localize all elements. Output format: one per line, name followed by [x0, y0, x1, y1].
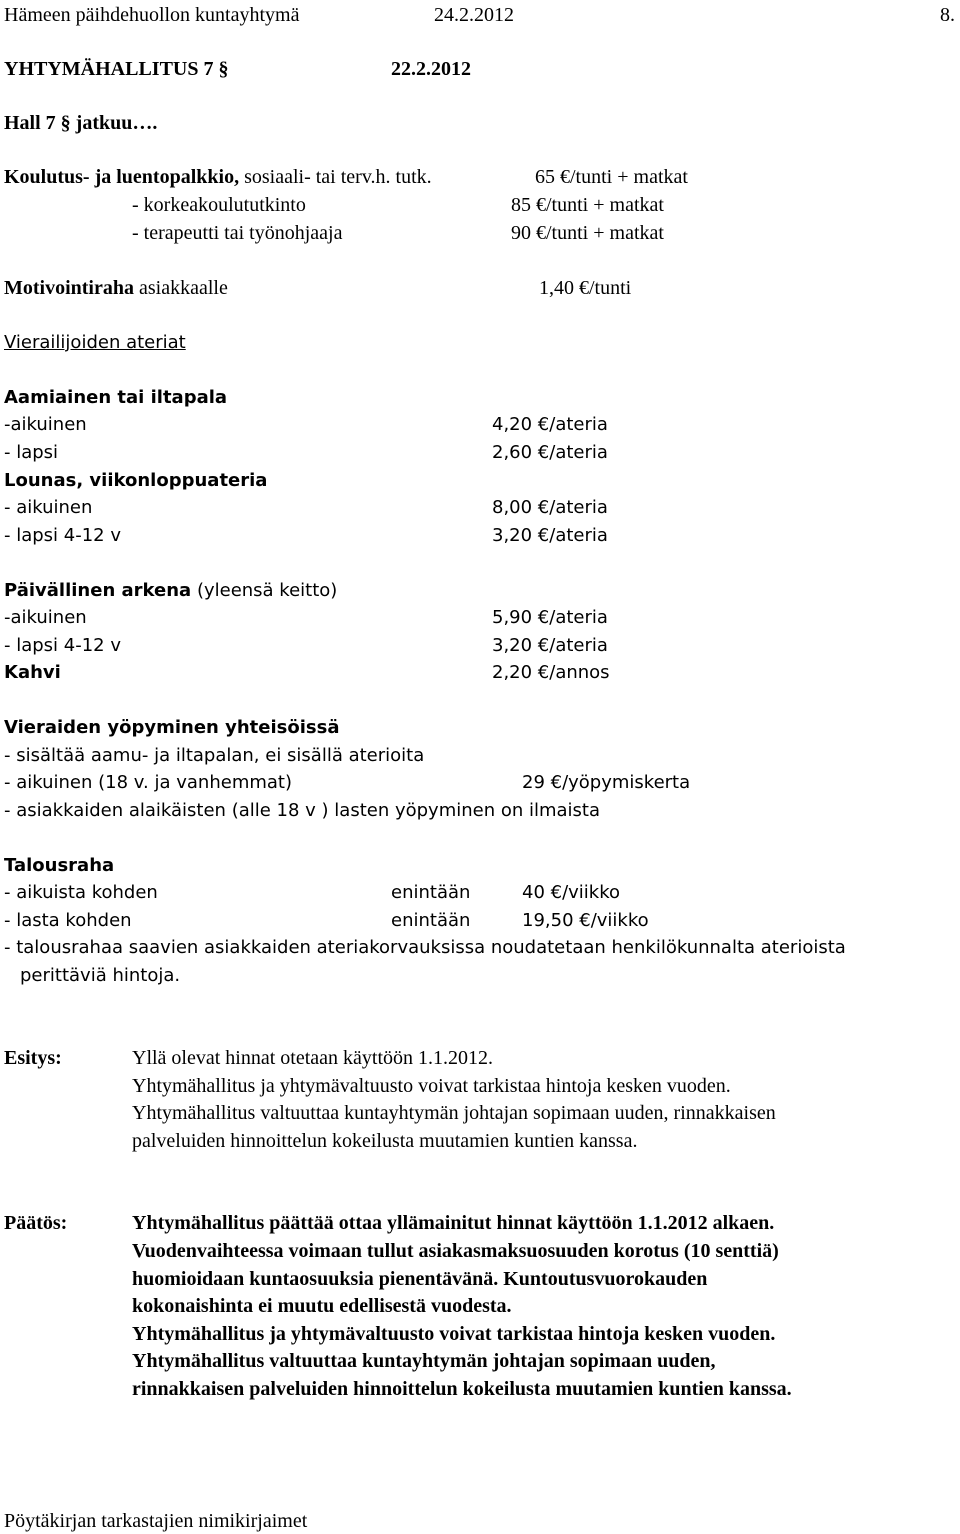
proposal-line: Yllä olevat hinnat otetaan käyttöön 1.1.2012. [132, 1047, 494, 1069]
motivation-rest: asiakkaalle [139, 277, 228, 299]
allowance-adult-price: 40 €/viikko [522, 882, 621, 903]
decision-line: kokonaishinta ei muutu edellisestä vuodesta. [132, 1295, 512, 1317]
decision-line: Yhtymähallitus päättää ottaa yllämainitut hinnat käyttöön 1.1.2012 alkaen. [132, 1212, 775, 1234]
dinner-row [4, 580, 337, 602]
proposal-line: palveluiden hinnoittelun kokeilusta muutamien kuntien kanssa. [132, 1130, 638, 1152]
lecture-fee-label: Koulutus- ja luentopalkkio, [4, 166, 240, 188]
proposal-line: Yhtymähallitus valtuuttaa kuntayhtymän johtajan sopimaan uuden, rinnakkaisen [132, 1102, 776, 1124]
decision-line: Yhtymähallitus ja yhtymävaltuusto voivat tarkistaa hintoja kesken vuoden. [132, 1323, 776, 1345]
decision-line: Yhtymähallitus valtuuttaa kuntayhtymän johtajan sopimaan uuden, [132, 1350, 716, 1372]
allowance-heading: Talousraha [4, 855, 115, 876]
breakfast-child-price: 2,60 €/ateria [492, 442, 608, 463]
degree-fee-price: 85 €/tunti + matkat [511, 194, 664, 216]
allowance-note-1: - talousrahaa saavien asiakkaiden ateriakorvauksissa noudatetaan henkilökunnalta aterioista [4, 937, 846, 958]
allowance-adult-label: - aikuista kohden [4, 882, 158, 903]
dinner-adult-label: -aikuinen [4, 607, 87, 628]
proposal-label: Esitys: [4, 1047, 62, 1069]
overnight-price: 29 €/yöpymiskerta [522, 772, 691, 793]
allowance-child-label: - lasta kohden [4, 910, 132, 931]
lunch-child-price: 3,20 €/ateria [492, 525, 608, 546]
allowance-note-2: perittäviä hintoja. [20, 965, 181, 986]
organization-name: Hämeen päihdehuollon kuntayhtymä [4, 4, 300, 26]
meals-heading: Vierailijoiden ateriat [4, 332, 186, 353]
continuation-title: Hall 7 § jatkuu…. [4, 112, 158, 134]
dinner-heading: Päivällinen arkena [4, 580, 192, 601]
lecture-fee-rest: sosiaali- tai terv.h. tutk. [244, 166, 432, 188]
proposal-line: Yhtymähallitus ja yhtymävaltuusto voivat tarkistaa hintoja kesken vuoden. [132, 1075, 731, 1097]
decision-line: rinnakkaisen palveluiden hinnoittelun kokeilusta muutamien kuntien kanssa. [132, 1378, 792, 1400]
decision-label: Päätös: [4, 1212, 68, 1234]
breakfast-adult-label: -aikuinen [4, 414, 87, 435]
page-number: 8. [940, 4, 955, 26]
overnight-heading: Vieraiden yöpyminen yhteisöissä [4, 717, 340, 738]
lecture-fee-row [4, 166, 432, 188]
breakfast-child-label: - lapsi [4, 442, 59, 463]
coffee-price: 2,20 €/annos [492, 662, 610, 683]
overnight-line-1: - sisältää aamu- ja iltapalan, ei sisällä aterioita [4, 745, 425, 766]
document-date: 24.2.2012 [434, 4, 514, 26]
overnight-line-3: - asiakkaiden alaikäisten (alle 18 v ) lasten yöpyminen on ilmaista [4, 800, 601, 821]
dinner-child-label: - lapsi 4-12 v [4, 635, 121, 656]
allowance-child-max: enintään [391, 910, 471, 931]
overnight-line-2: - aikuinen (18 v. ja vanhemmat) [4, 772, 292, 793]
dinner-child-price: 3,20 €/ateria [492, 635, 608, 656]
allowance-adult-max: enintään [391, 882, 471, 903]
degree-fee-label: - korkeakoulututkinto [132, 194, 306, 216]
lunch-adult-price: 8,00 €/ateria [492, 497, 608, 518]
decision-line: Vuodenvaihteessa voimaan tullut asiakasmaksuosuuden korotus (10 senttiä) [132, 1240, 779, 1262]
lunch-child-label: - lapsi 4-12 v [4, 525, 121, 546]
therapist-fee-label: - terapeutti tai työnohjaaja [132, 222, 343, 244]
breakfast-adult-price: 4,20 €/ateria [492, 414, 608, 435]
motivation-row [4, 277, 228, 299]
board-title: YHTYMÄHALLITUS 7 § [4, 58, 229, 80]
lecture-fee-price: 65 €/tunti + matkat [535, 166, 688, 188]
lunch-heading: Lounas, viikonloppuateria [4, 470, 268, 491]
coffee-label: Kahvi [4, 662, 61, 683]
motivation-label: Motivointiraha [4, 277, 134, 299]
dinner-adult-price: 5,90 €/ateria [492, 607, 608, 628]
therapist-fee-price: 90 €/tunti + matkat [511, 222, 664, 244]
board-date: 22.2.2012 [391, 58, 471, 80]
decision-line: huomioidaan kuntaosuuksia pienentävänä. Kuntoutusvuorokauden [132, 1268, 708, 1290]
allowance-child-price: 19,50 €/viikko [522, 910, 649, 931]
breakfast-heading: Aamiainen tai iltapala [4, 387, 228, 408]
signature-initials-label: Pöytäkirjan tarkastajien nimikirjaimet [4, 1510, 308, 1532]
lunch-adult-label: - aikuinen [4, 497, 93, 518]
dinner-note: (yleensä keitto) [196, 580, 338, 601]
motivation-price: 1,40 €/tunti [539, 277, 632, 299]
